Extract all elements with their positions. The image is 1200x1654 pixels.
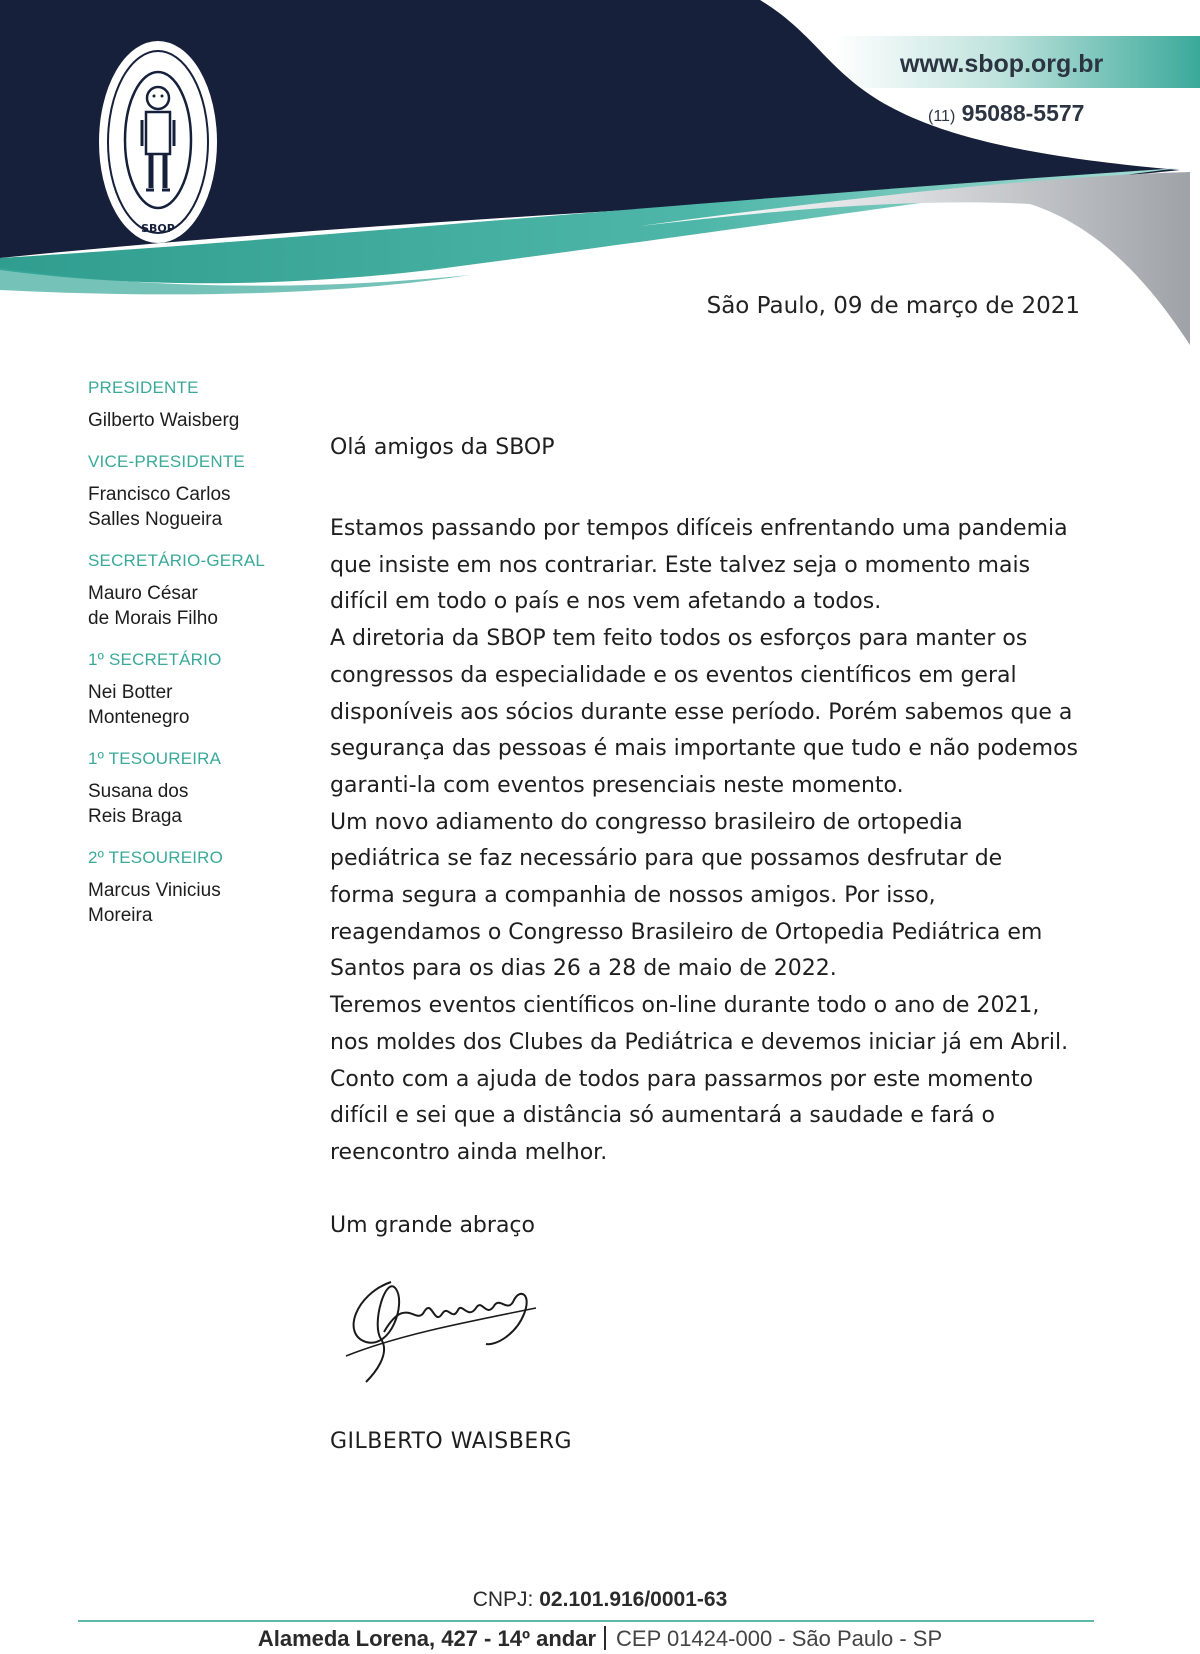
- letter-date: São Paulo, 09 de março de 2021: [706, 293, 1080, 319]
- letter-line: segurança das pessoas é mais importante que tudo e não podemos: [330, 736, 1078, 762]
- letter-signer: GILBERTO WAISBERG: [330, 1428, 573, 1454]
- address-street: Alameda Lorena, 427 - 14º andar: [257, 1626, 597, 1651]
- letter-line: difícil em todo o país e nos vem afetando a todos.: [330, 589, 882, 615]
- board-role: SECRETÁRIO-GERAL: [88, 551, 266, 570]
- letter-closing: Um grande abraço: [330, 1212, 535, 1238]
- board-role: 2º TESOUREIRO: [88, 848, 224, 867]
- phone-number: [928, 100, 1084, 127]
- board-entry-first-secretary: [88, 650, 298, 730]
- board-entry-secretary-general: [88, 551, 298, 631]
- letter-line: difícil e sei que a distância só aumentará a saudade e fará o: [330, 1103, 995, 1129]
- letter-line: Teremos eventos científicos on-line durante todo o ano de 2021,: [330, 993, 1040, 1019]
- board-name: Francisco Carlos Salles Nogueira: [88, 484, 231, 530]
- letter-body: [330, 511, 1090, 1172]
- letter-line: garanti-la com eventos presenciais neste momento.: [330, 772, 904, 798]
- letter-line: Conto com a ajuda de todos para passarmos por este momento: [330, 1066, 1034, 1092]
- svg-text:SBOP: SBOP: [141, 222, 175, 235]
- board-role: 1º SECRETÁRIO: [88, 650, 222, 669]
- board-role: VICE-PRESIDENTE: [88, 452, 245, 471]
- website-url: www.sbop.org.br: [900, 50, 1104, 78]
- letter-line: pediátrica se faz necessário para que possamos desfrutar de: [330, 846, 1003, 872]
- board-entry-president: [88, 378, 298, 433]
- board-name: Mauro César de Morais Filho: [88, 583, 218, 629]
- handwritten-signature: [336, 1264, 546, 1384]
- board-of-directors: [88, 378, 298, 947]
- letter-line: reencontro ainda melhor.: [330, 1139, 608, 1165]
- footer-divider: [78, 1620, 1094, 1622]
- board-name: Susana dos Reis Braga: [88, 781, 189, 827]
- board-name: Gilberto Waisberg: [88, 410, 240, 431]
- board-role: 1º TESOUREIRA: [88, 749, 222, 768]
- board-name: Marcus Vinicius Moreira: [88, 880, 221, 926]
- board-entry-second-treasurer: [88, 848, 298, 928]
- letter-line: forma segura a companhia de nossos amigos. Por isso,: [330, 883, 936, 909]
- letter-line: A diretoria da SBOP tem feito todos os esforços para manter os: [330, 626, 1028, 652]
- board-entry-vice-president: [88, 452, 298, 532]
- phone-digits: 95088-5577: [961, 100, 1085, 126]
- letter-line: reagendamos o Congresso Brasileiro de Ortopedia Pediátrica em: [330, 919, 1043, 945]
- phone-area-code: (11): [928, 108, 956, 125]
- letter-line: Um novo adiamento do congresso brasileiro de ortopedia: [330, 809, 963, 835]
- letter-line: congressos da especialidade e os eventos científicos em geral: [330, 662, 1017, 688]
- letter-line: Estamos passando por tempos difíceis enfrentando uma pandemia: [330, 516, 1068, 541]
- board-entry-first-treasurer: [88, 749, 298, 829]
- board-role: PRESIDENTE: [88, 378, 199, 397]
- cnpj-label: CNPJ:: [472, 1588, 534, 1611]
- cnpj-number: 02.101.916/0001-63: [539, 1588, 728, 1611]
- address-separator: [604, 1626, 606, 1650]
- footer-cnpj: [0, 1588, 1200, 1612]
- letter-content: [330, 430, 1090, 1460]
- sbop-logo-seal: [98, 40, 218, 245]
- letter-line: que insiste em nos contrariar. Este talvez seja o momento mais: [330, 552, 1031, 578]
- letter-greeting: Olá amigos da SBOP: [330, 435, 555, 460]
- letter-line: disponíveis aos sócios durante esse período. Porém sabemos que a: [330, 699, 1073, 725]
- board-name: Nei Botter Montenegro: [88, 682, 190, 728]
- footer-address: [0, 1626, 1200, 1652]
- letter-line: nos moldes dos Clubes da Pediátrica e devemos iniciar já em Abril.: [330, 1029, 1069, 1055]
- letter-line: Santos para os dias 26 a 28 de maio de 2022.: [330, 956, 837, 982]
- address-cep: CEP 01424-000 - São Paulo - SP: [616, 1626, 943, 1651]
